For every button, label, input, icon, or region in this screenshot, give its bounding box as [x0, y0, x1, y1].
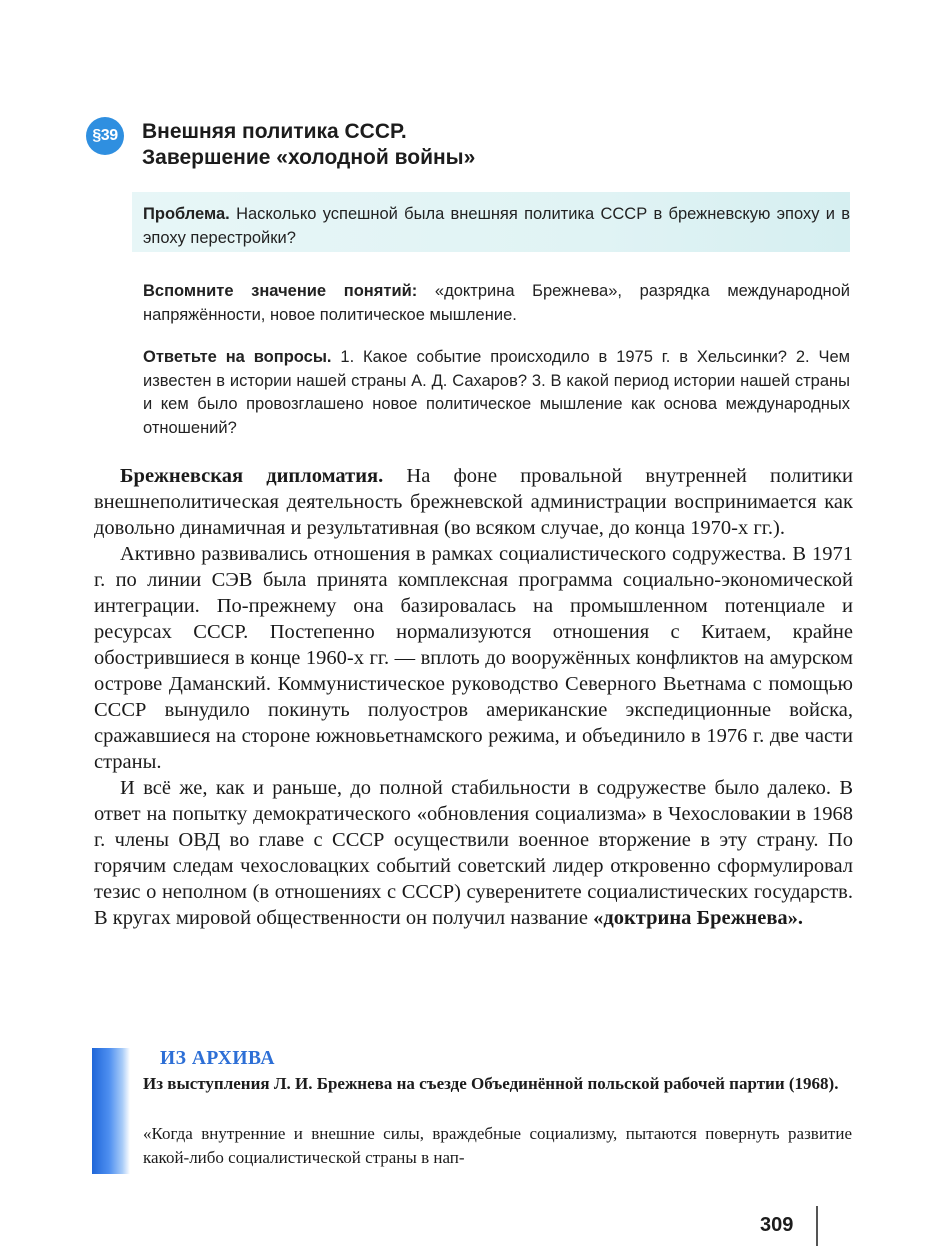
section-title	[142, 119, 742, 171]
paragraph-end: .	[797, 907, 804, 929]
archive-quote: «Когда внутренние и внешние силы, враждебные социализму, пытаются повернуть развитие какой-либо социалистической страны в нап-	[143, 1124, 852, 1167]
paragraph-text: На фоне провальной внутренней политики внешнеполитическая деятельность брежневской администрации воспринимается как довольно динамичная и результативная (во всяком случае, до конца 1970-х гг.).	[94, 465, 853, 539]
section-title-line-1: Внешняя политика СССР.	[142, 120, 407, 143]
recall-concepts	[143, 280, 850, 327]
section-title-line-2: Завершение «холодной войны»	[142, 146, 476, 169]
paragraph-socialist-community	[94, 541, 853, 775]
page-number-rule	[816, 1206, 818, 1246]
paragraph-brezhnev-diplomacy	[94, 463, 853, 541]
brezhnev-doctrine-term: «доктрина Брежнева»	[593, 907, 798, 929]
section-number-badge: §39	[86, 117, 124, 155]
questions-label: Ответьте на вопросы.	[143, 348, 332, 366]
review-questions	[143, 346, 850, 440]
archive-accent-bar	[92, 1048, 130, 1174]
page-number: 309	[760, 1214, 794, 1236]
paragraph-brezhnev-doctrine	[94, 775, 853, 931]
recall-label: Вспомните значение понятий:	[143, 282, 418, 300]
problem-text: Насколько успешной была внешняя политика СССР в брежневскую эпоху и в эпоху перестройки?	[143, 205, 850, 247]
questions-text: 1. Какое событие происходило в 1975 г. в Хельсинки? 2. Чем известен в истории нашей страны А. Д. Сахаров? 3. В какой период истории нашей страны и кем было провозглашено новое политическое мышление как основа международных отношений?	[143, 348, 850, 437]
archive-source: Из выступления Л. И. Брежнева на съезде Объединённой польской рабочей партии (1968).	[143, 1074, 839, 1093]
recall-text: «доктрина Брежнева», разрядка международной напряжённости, новое политическое мышление.	[143, 282, 850, 324]
paragraph-heading: Брежневская дипломатия.	[120, 465, 384, 487]
problem-label: Проблема.	[143, 205, 230, 223]
main-text	[94, 463, 853, 931]
problem-statement	[143, 203, 850, 250]
archive-heading: ИЗ АРХИВА	[160, 1048, 275, 1069]
paragraph-text: Активно развивались отношения в рамках социалистического содружества. В 1971 г. по линии СЭВ была принята комплексная программа социально-экономической интеграции. По-прежнему она базировалась на промышленном потенциале и ресурсах СССР. Постепенно нормализуются отношения с Китаем, крайне обострившиеся в конце 1960-х гг. — вплоть до вооружённых конфликтов на амурском острове Даманский. Коммунистическое руководство Северного Вьетнама с помощью СССР вынудило покинуть полуостров американские экспедиционные войска, сражавшиеся на стороне южновьетнамского режима, и объединило в 1976 г. две части страны.	[94, 543, 853, 773]
paragraph-text: И всё же, как и раньше, до полной стабильности в содружестве было далеко. В ответ на попытку демократического «обновления социализма» в Чехословакии в 1968 г. члены ОВД во главе с СССР осуществили военное вторжение в эту страну. По горячим следам чехословацких событий советский лидер откровенно сформулировал тезис о неполном (в отношениях с СССР) суверенитете социалистических государств. В кругах мировой общественности он получил название	[94, 777, 853, 929]
